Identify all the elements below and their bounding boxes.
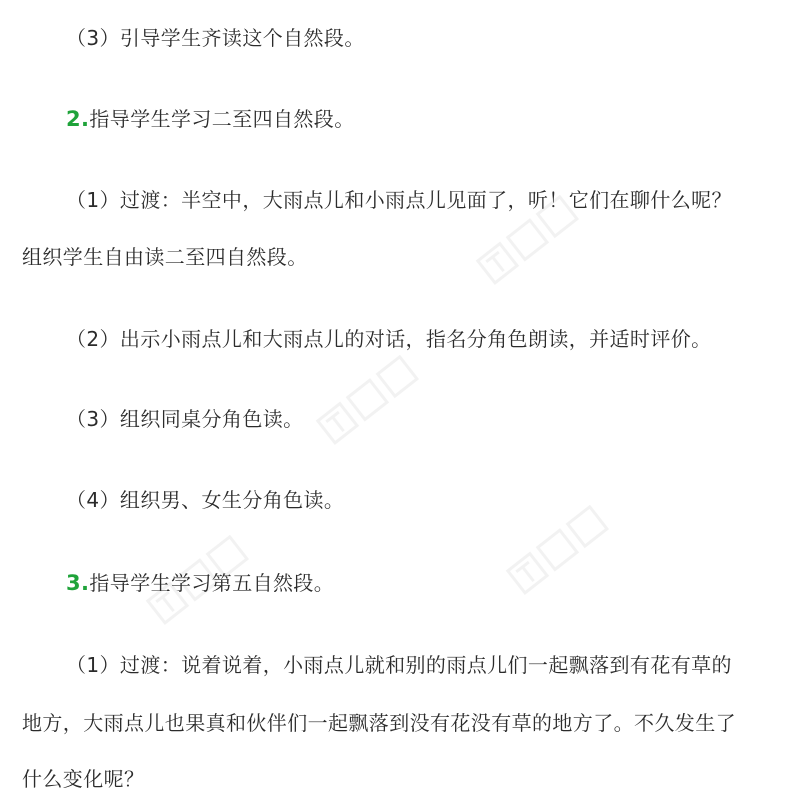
heading-text: 指导学生学习二至四自然段。	[89, 107, 355, 131]
paragraph-line: 地方，大雨点儿也果真和伙伴们一起飘落到没有花没有草的地方了。不久发生了	[22, 711, 736, 735]
section-heading-2	[66, 105, 355, 133]
section-heading-3	[66, 569, 334, 597]
paragraph-line: 组织学生自由读二至四自然段。	[22, 245, 308, 269]
paragraph-line: （1）过渡：半空中，大雨点儿和小雨点儿见面了，听！它们在聊什么呢？	[66, 188, 732, 212]
paragraph-line: （3）引导学生齐读这个自然段。	[66, 26, 365, 50]
heading-number: 3.	[66, 571, 90, 595]
paragraph-line: 什么变化呢？	[22, 767, 145, 791]
paragraph-line: （4）组织男、女生分角色读。	[66, 488, 345, 512]
heading-text: 指导学生学习第五自然段。	[89, 571, 335, 595]
paragraph-line: （2）出示小雨点儿和大雨点儿的对话，指名分角色朗读，并适时评价。	[66, 327, 712, 351]
heading-number: 2.	[66, 107, 90, 131]
watermark-logo	[503, 481, 638, 599]
watermark-logo-icon	[503, 481, 638, 599]
paragraph-line: （1）过渡：说着说着，小雨点儿就和别的雨点儿们一起飘落到有花有草的	[66, 653, 732, 677]
paragraph-line: （3）组织同桌分角色读。	[66, 407, 304, 431]
